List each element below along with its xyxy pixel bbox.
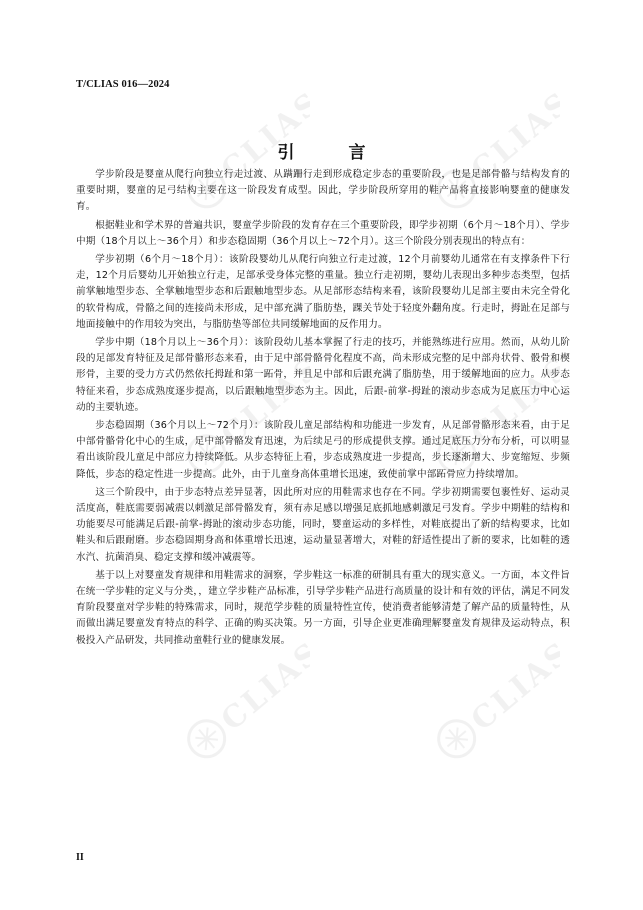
clias-watermark bbox=[160, 640, 310, 790]
svg-text:CLIAS: CLIAS bbox=[464, 640, 560, 738]
svg-text:CLIAS: CLIAS bbox=[464, 90, 560, 188]
clias-watermark bbox=[410, 640, 560, 790]
paragraph: 学步初期（6个月～18个月）：该阶段婴幼儿从爬行向独立行走过渡，12个月前婴幼儿通常在有支撑条件下行走，12个月后婴幼儿开始独立行走，足部承受身体完整的重量。独立行走初期，婴幼儿表现出多种步态类型，包括前掌触地型步态、全掌触地型步态和后跟触地型步态。从足部形态结构来看，该阶段婴幼儿足部主要由未完全骨化的软骨构成，骨骼之间的连接尚未形成，足中部充满了脂肪垫，踝关节处于轻度外翻角度。行走时，拇趾在足部与地面接触中的作用较为突出，与脂肪垫等部位共同缓解地面的反作用力。 bbox=[76, 254, 570, 330]
paragraph: 学步阶段是婴童从爬行向独立行走过渡、从蹒跚行走到形成稳定步态的重要阶段，也是足部骨骼与结构发育的重要时期，婴童的足弓结构主要在这一阶段发育成型。因此，学步阶段所穿用的鞋产品将直接影响婴童的健康发育。 bbox=[76, 169, 570, 213]
svg-text:CLIAS: CLIAS bbox=[464, 355, 560, 453]
paragraph: 步态稳固期（36个月以上～72个月）：该阶段儿童足部结构和功能进一步发育，从足部骨骼形态来看，由于足中部骨骼骨化中心的生成，足中部骨骼发育迅速，为后续足弓的形成提供支撑。通过足底压力分布分析，可以明显看出该阶段儿童足中部应力持续降低。从步态特征上看，步态成熟度进一步提高，步长逐渐增大、步宽缩短、步频降低，步态的稳定性进一步提高。此外，由于儿童身高体重增长迅速，致使前掌中部跖骨应力持续增加。 bbox=[76, 420, 570, 480]
paragraph: 这三个阶段中，由于步态特点差异显著，因此所对应的用鞋需求也存在不同。学步初期需要包裹性好、运动灵活度高，鞋底需要弱减震以刺激足部骨骼发育，须有赤足感以增强足底抓地感刺激足弓发育。学步中期鞋的结构和功能要尽可能满足后跟-前掌-拇趾的滚动步态功能，同时，婴童运动的多样性，对鞋底提出了新的结构要求，比如鞋头和后跟耐磨。步态稳固期身高和体重增长迅速，运动量显著增大，对鞋的舒适性提出了新的要求，比如鞋的透水汽、抗菌消臭、稳定支撑和缓冲减震等。 bbox=[76, 486, 570, 563]
svg-text:CLIAS: CLIAS bbox=[214, 355, 310, 453]
body-text bbox=[76, 167, 570, 649]
section-title: 引 言 bbox=[277, 143, 390, 163]
document-code: T/CLIAS 016—2024 bbox=[76, 79, 170, 90]
page-number: II bbox=[76, 852, 84, 863]
paragraph: 基于以上对婴童发育规律和用鞋需求的洞察，学步鞋这一标准的研制具有重大的现实意义。一方面，本文件旨在统一学步鞋的定义与分类，，建立学步鞋产品标准，引导学步鞋产品进行高质量的设计和有效的评估，满足不同发育阶段婴童对学步鞋的特殊需求，同时，规范学步鞋的质量特性宣传，使消费者能够清楚了解产品的质量特性，从而做出满足婴童发育特点的科学、正确的购买决策。另一方面，引导企业更准确理解婴童发育规律及运动特点，积极投入产品研发，共同推动童鞋行业的健康发展。 bbox=[76, 569, 570, 646]
svg-text:CLIAS: CLIAS bbox=[214, 640, 310, 738]
paragraph: 学步中期（18个月以上～36个月）：该阶段幼儿基本掌握了行走的技巧，并能熟练进行应用。然而，从幼儿阶段的足部发育特征及足部骨骼形态来看，由于足中部骨骼骨化程度不高，尚未形成完整的足中部舟状骨、骰骨和楔形骨，主要的受力方式仍然依托拇趾和第一跖骨，并且足中部和后跟充满了脂肪垫，用于缓解地面的应力。从步态特征来看，步态成熟度逐步提高，以后跟触地型步态为主。因此，后跟-前掌-拇趾的滚动步态成为足底压力中心运动的主要轨迹。 bbox=[76, 337, 570, 413]
svg-text:CLIAS: CLIAS bbox=[214, 90, 310, 188]
paragraph: 根据鞋业和学术界的普遍共识，婴童学步阶段的发育存在三个重要阶段，即学步初期（6个月～18个月）、学步中期（18个月以上～36个月）和步态稳固期（36个月以上～72个月）。这三个阶段分别表现出的特点有： bbox=[76, 219, 570, 247]
